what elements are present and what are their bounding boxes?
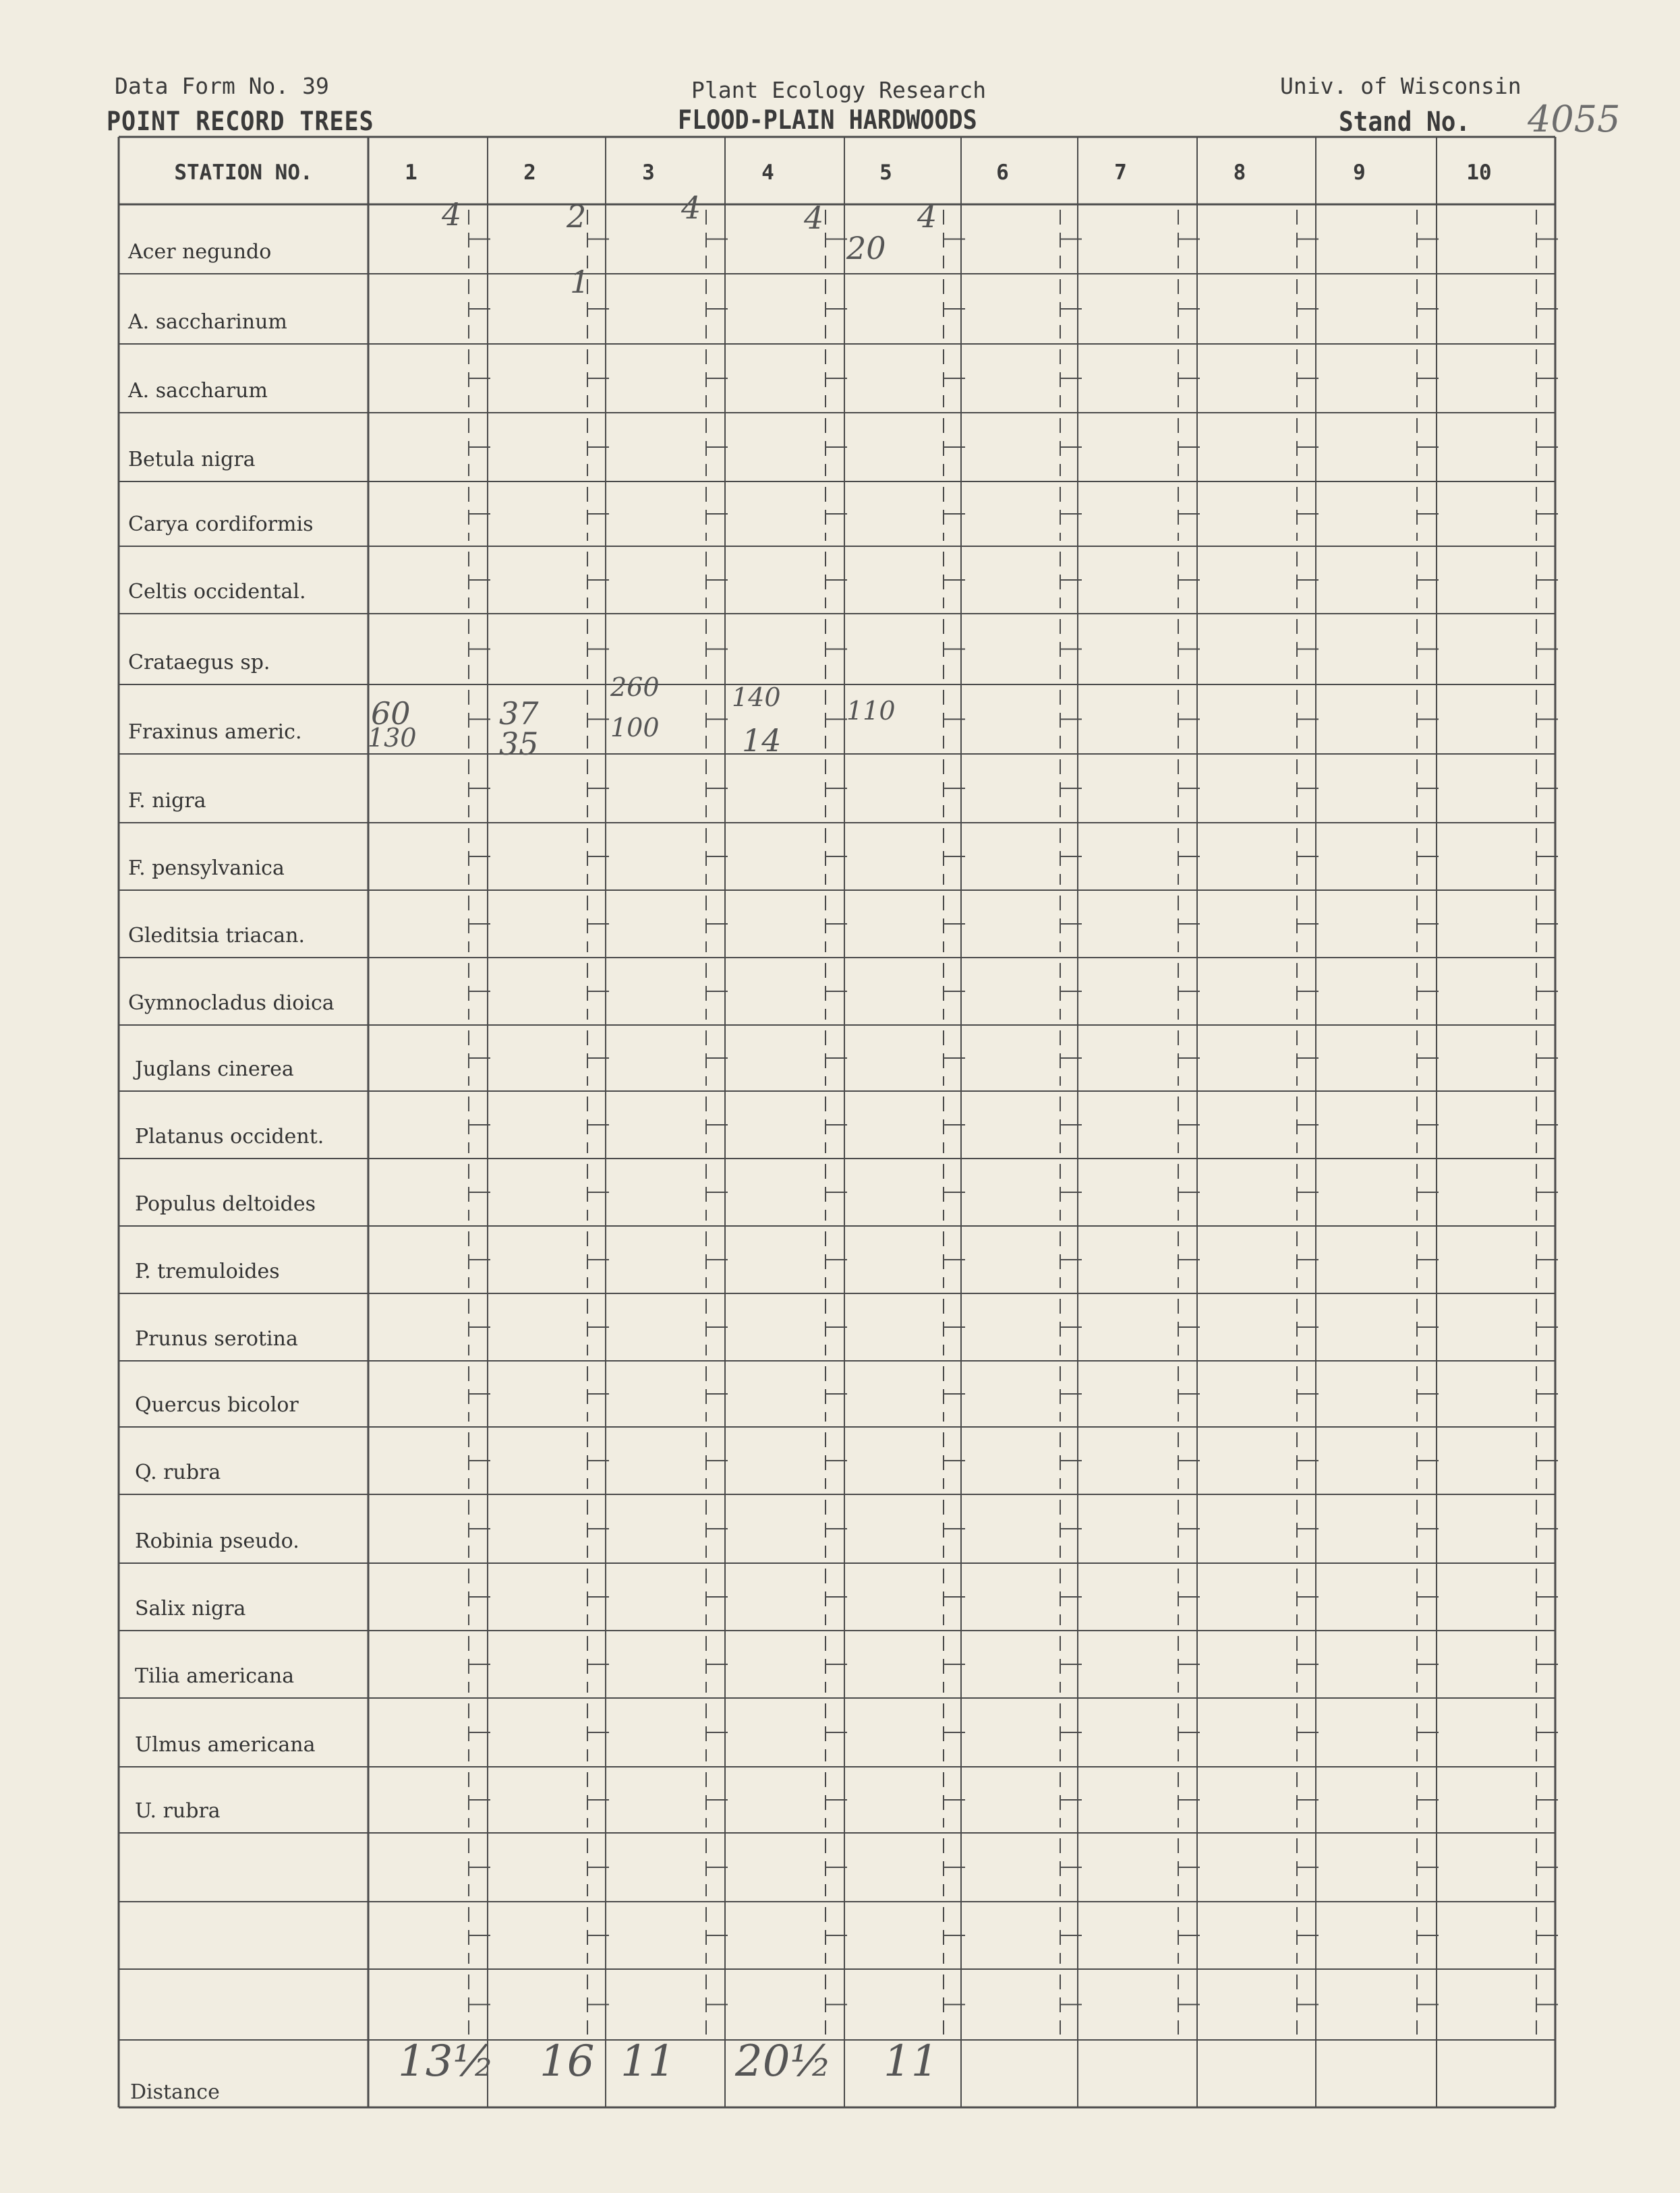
handwritten-distance: 11 xyxy=(620,2037,676,2086)
handwritten-entry: 2 xyxy=(567,198,587,235)
species-label: F. nigra xyxy=(128,789,206,813)
handwritten-entry: 20 xyxy=(846,230,886,266)
form-number: Data Form No. 39 xyxy=(115,73,329,99)
species-label: Celtis occidental. xyxy=(128,580,306,604)
handwritten-entry: 4 xyxy=(681,189,701,226)
handwritten-entry: 260 xyxy=(610,672,660,702)
stand-number-value: 4055 xyxy=(1528,98,1621,140)
handwritten-entry: 60 xyxy=(371,695,411,732)
handwritten-entry: 37 xyxy=(499,695,539,732)
species-label: Robinia pseudo. xyxy=(135,1529,299,1553)
station-1-header: 1 xyxy=(405,160,417,185)
handwritten-entry: 14 xyxy=(742,722,782,759)
research-subtitle: FLOOD-PLAIN HARDWOODS xyxy=(678,105,977,136)
species-label: Quercus bicolor xyxy=(135,1393,299,1417)
university-label: Univ. of Wisconsin xyxy=(1280,73,1522,99)
handwritten-distance: 13½ xyxy=(398,2037,495,2086)
species-label: Acer negundo xyxy=(128,240,272,264)
station-8-header: 8 xyxy=(1233,160,1246,185)
species-label: Platanus occident. xyxy=(135,1125,324,1148)
handwritten-entry: 110 xyxy=(846,696,896,726)
handwritten-entry: 130 xyxy=(368,723,417,753)
station-5-header: 5 xyxy=(879,160,892,185)
species-label: Gleditsia triacan. xyxy=(128,924,306,947)
species-label: Carya cordiformis xyxy=(128,513,314,536)
station-4-header: 4 xyxy=(761,160,774,185)
species-label: Crataegus sp. xyxy=(128,651,270,674)
species-label: Prunus serotina xyxy=(135,1327,298,1351)
handwritten-entry: 4 xyxy=(917,198,937,235)
station-number-header: STATION NO. xyxy=(174,160,313,185)
species-label: F. pensylvanica xyxy=(128,856,285,880)
species-label: A. saccharinum xyxy=(128,310,287,334)
species-label: P. tremuloides xyxy=(135,1260,280,1283)
form-title: POINT RECORD TREES xyxy=(107,107,374,137)
species-label: U. rubra xyxy=(135,1799,221,1823)
species-label: Tilia americana xyxy=(135,1664,295,1688)
stand-number-label: Stand No. xyxy=(1339,107,1471,138)
handwritten-entry: 4 xyxy=(804,200,824,236)
station-2-header: 2 xyxy=(523,160,536,185)
species-label: A. saccharum xyxy=(128,379,268,403)
research-title: Plant Ecology Research xyxy=(691,77,987,103)
species-label: Juglans cinerea xyxy=(135,1057,294,1081)
species-label: Populus deltoides xyxy=(135,1192,316,1216)
handwritten-distance: 20½ xyxy=(735,2037,832,2086)
species-label: Salix nigra xyxy=(135,1597,246,1620)
handwritten-distance: 16 xyxy=(540,2037,595,2086)
station-7-header: 7 xyxy=(1114,160,1127,185)
species-label: Betula nigra xyxy=(128,448,256,471)
handwritten-entry: 35 xyxy=(499,726,539,762)
handwritten-entry: 4 xyxy=(442,196,462,233)
species-label: Fraxinus americ. xyxy=(128,720,302,744)
station-6-header: 6 xyxy=(996,160,1009,185)
station-3-header: 3 xyxy=(642,160,655,185)
station-10-header: 10 xyxy=(1466,160,1492,185)
species-label: Gymnocladus dioica xyxy=(128,991,335,1015)
species-label: Ulmus americana xyxy=(135,1733,316,1757)
handwritten-entry: 140 xyxy=(732,682,781,712)
station-9-header: 9 xyxy=(1353,160,1366,185)
handwritten-entry: 1 xyxy=(570,264,590,300)
handwritten-entry: 100 xyxy=(610,713,660,742)
handwritten-distance: 11 xyxy=(884,2037,939,2086)
distance-label: Distance xyxy=(130,2080,220,2104)
species-label: Q. rubra xyxy=(135,1461,221,1484)
